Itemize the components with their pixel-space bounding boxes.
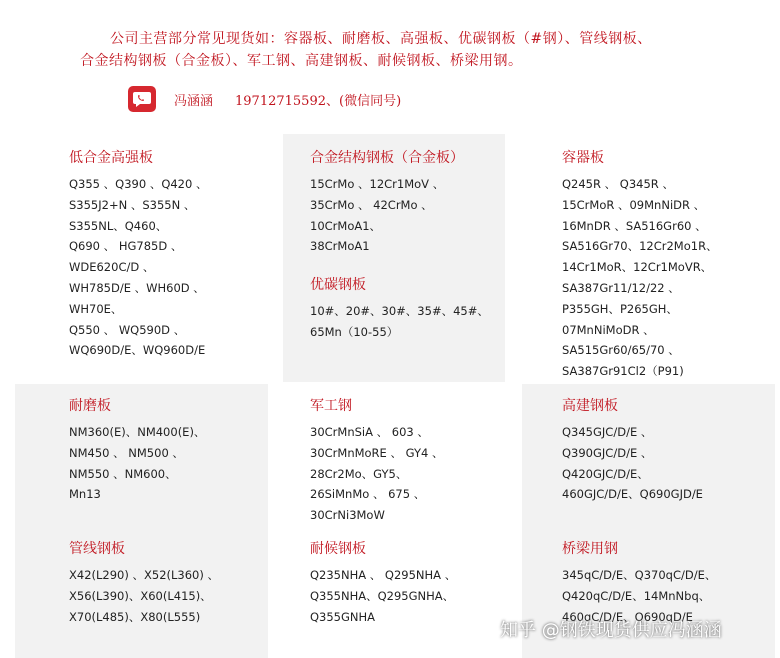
cell-title: 合金结构钢板（合金板） <box>310 150 464 166</box>
cell-title: 低合金高强板 <box>69 150 153 166</box>
cell-body: NM360(E)、NM400(E)、 NM450 、 NM500 、 NM550 、NM600、 Mn13 <box>69 425 206 502</box>
cell-body: 15CrMo 、12Cr1MoV 、 35CrMo 、 42CrMo 、 10CrMoA1、 38CrMoA1 <box>310 177 445 254</box>
cell-alloy-structural <box>283 134 505 382</box>
intro-line-2: 合金结构钢板（合金板）、军工钢、高建钢板、耐候钢板、桥梁用钢。 <box>80 53 523 69</box>
cell-title: 耐磨板 <box>69 398 111 414</box>
cell-title: 高建钢板 <box>562 398 618 414</box>
cell-title-weathering: 耐候钢板 <box>310 540 366 557</box>
cell-body-pipeline: X42(L290) 、X52(L360) 、 X56(L390)、X60(L415)、 X70(L485)、X80(L555) <box>69 568 219 624</box>
cell-body: 30CrMnSiA 、 603 、 30CrMnMoRE 、 GY4 、 28Cr2Mo、GY5、 26SiMnMo 、 675 、 30CrNi3MoW <box>310 425 444 523</box>
cell-body-weathering: Q235NHA 、 Q295NHA 、 Q355NHA、Q295GNHA、 Q355GNHA <box>310 567 457 624</box>
contact-phone: 19712715592、(微信同号) <box>235 93 402 109</box>
cell-vessel <box>505 134 775 384</box>
cell-title: 军工钢 <box>310 398 352 414</box>
intro-line-1: 公司主营部分常见现货如：容器板、耐磨板、高强板、优碳钢板（#钢）、管线钢板、 <box>110 31 652 47</box>
cell-body: Q355 、Q390 、Q420 、 S355J2+N 、S355N 、 S355NL、Q460、 Q690 、 HG785D 、 WDE620C/D 、 WH785D/E 、WH60D 、 WH70E、 Q550 、 WQ590D 、 WQ690D/E、WQ960D/E <box>69 177 208 358</box>
cell-body-carbon: 10#、20#、30#、35#、45#、 65Mn（10-55） <box>310 304 489 339</box>
intro-text <box>0 28 780 72</box>
cell-title-carbon: 优碳钢板 <box>310 277 366 294</box>
contact-row <box>128 86 401 112</box>
contact-name: 冯涵涵 <box>174 93 214 109</box>
cell-title: 容器板 <box>562 150 604 166</box>
watermark: 知乎 @钢铁现货供应冯涵涵 <box>500 620 722 641</box>
message-phone-icon <box>128 86 156 112</box>
cell-body-bridge: 345qC/D/E、Q370qC/D/E、 Q420qC/D/E、14MnNbq、 460qC/D/E、Q690qD/E <box>562 568 717 624</box>
cell-title-bridge: 桥梁用钢 <box>562 541 618 558</box>
cell-body: Q245R 、 Q345R 、 15CrMoR 、09MnNiDR 、 16MnDR 、SA516Gr60 、 SA516Gr70、12Cr2Mo1R、 14Cr1MoR、12Cr1MoVR、 SA387Gr11/12/22 、 P355GH、P265GH、 07MnNiMoDR 、 SA515Gr60/65/70 、 SA387Gr91Cl2（P91) <box>562 177 718 379</box>
cell-title-pipeline: 管线钢板 <box>69 541 125 558</box>
cell-low-alloy <box>15 134 283 384</box>
cell-body: Q345GJC/D/E 、 Q390GJC/D/E 、 Q420GJC/D/E、 460GJC/D/E、Q690GJD/E <box>562 425 703 502</box>
cell-wear-pipeline <box>15 384 268 658</box>
cell-military-weathering <box>283 384 505 658</box>
